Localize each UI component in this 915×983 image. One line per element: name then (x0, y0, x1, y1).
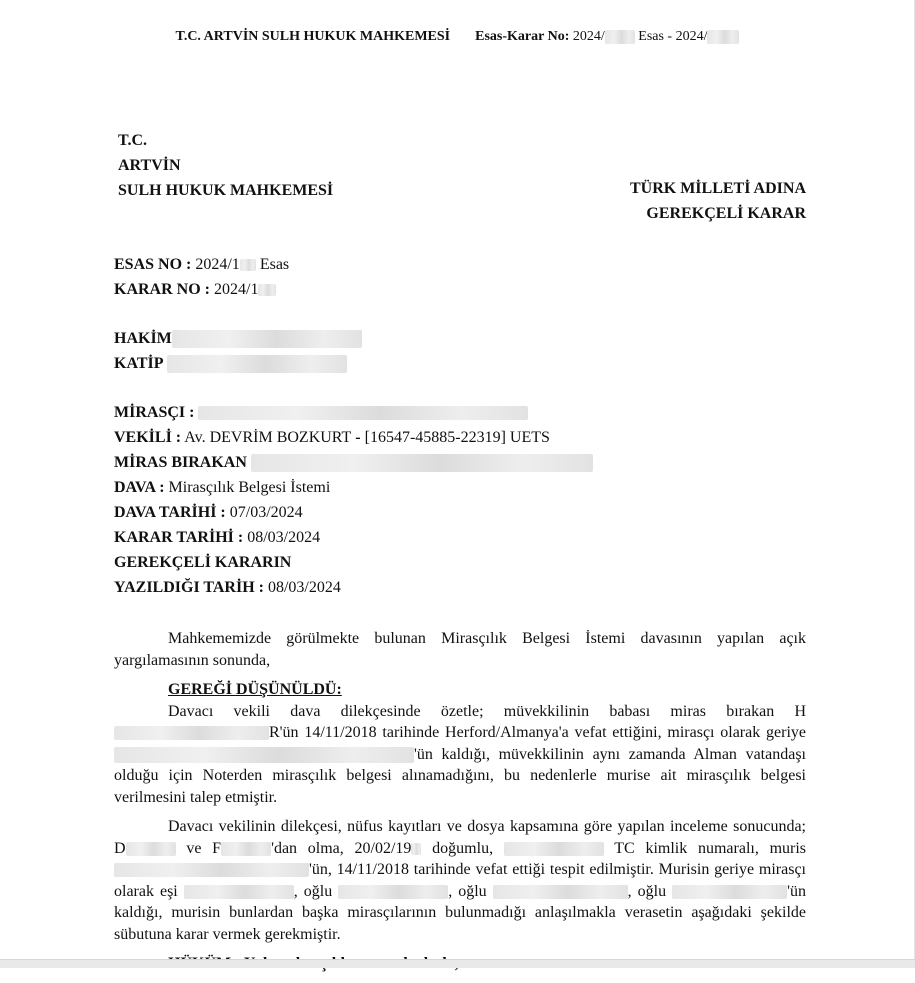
case-numbers (114, 252, 289, 302)
header-esas-mid: Esas - 2024/ (638, 29, 708, 44)
yazildigi-value: 08/03/2024 (267, 579, 341, 596)
karar-tarihi-value: 08/03/2024 (247, 529, 321, 546)
redacted (240, 259, 256, 271)
esas-label: ESAS NO : (114, 256, 192, 273)
decision-body (114, 628, 806, 983)
redacted (172, 330, 362, 348)
court-line-name: SULH HUKUK MAHKEMESİ (118, 182, 334, 199)
header-esas-label: Esas-Karar No: (475, 29, 570, 44)
redacted (184, 885, 294, 899)
redacted (493, 885, 628, 899)
text: , oğlu (448, 882, 487, 900)
vekili-value: Av. DEVRİM BOZKURT (184, 429, 352, 446)
court-line-tc: T.C. (118, 132, 148, 149)
court-block (118, 128, 333, 203)
mirasci-label: MİRASÇI : (114, 404, 195, 421)
text: Davacı vekili dava dilekçesinde özetle; müvekkilinin babası miras bırakan H (168, 702, 806, 720)
case-details (114, 400, 593, 600)
miras-birakan-label: MİRAS BIRAKAN (114, 454, 247, 471)
redacted (198, 406, 528, 420)
vekili-label: VEKİLİ : (114, 429, 182, 446)
horizontal-scrollbar[interactable] (0, 959, 915, 968)
court-line-city: ARTVİN (118, 157, 181, 174)
redacted (167, 355, 347, 373)
vekili-dash: - (351, 429, 365, 446)
document-header (0, 29, 915, 45)
text: , oğlu (627, 882, 667, 900)
redacted (504, 842, 604, 856)
dava-label: DAVA : (114, 479, 165, 496)
redacted (605, 30, 635, 44)
redacted (672, 885, 787, 899)
header-court: T.C. ARTVİN SULH HUKUK MAHKEMESİ (175, 29, 451, 44)
dava-tarihi-label: DAVA TARİHİ : (114, 504, 226, 521)
vekili-uets: [16547-45885-22319] UETS (364, 429, 550, 446)
redacted (114, 863, 309, 877)
redacted (338, 885, 448, 899)
redacted (251, 454, 593, 472)
intro-paragraph: Mahkememizde görülmekte bulunan Mirasçılık Belgesi İstemi davasının yapılan açık yargılamasının sonunda, (114, 630, 806, 669)
text: , oğlu (293, 882, 333, 900)
judge-block (114, 326, 362, 376)
katip-label: KATİP (114, 355, 164, 372)
text: 'dan olma, 20/02/19 (271, 839, 412, 857)
redacted (114, 747, 414, 763)
text: R'ün 14/11/2018 tarihinde Herford/Almanya'a vefat ettiğini, mirasçı olarak geriye (269, 724, 806, 741)
text: doğumlu, (432, 839, 494, 857)
yazildigi-label: YAZILDIĞI TARİH : (114, 579, 264, 596)
redacted (221, 842, 271, 856)
redacted (258, 284, 276, 296)
text: TC kimlik numaralı, muris (614, 839, 807, 857)
text: 'ün, 14/11/2018 tarihinde vefat ettiği tespit edilmiştir. Murisin geriye mirasçı olarak eşi (114, 861, 806, 900)
decision-title: GEREKÇELİ KARAR (646, 205, 806, 222)
text: Davacı vekilinin dilekçesi, nüfus kayıtları ve dosya kapsamına göre yapılan inceleme sonucunda; D (114, 818, 806, 857)
section-heading: GEREĞİ DÜŞÜNÜLDÜ: (168, 681, 342, 698)
dava-value: Mirasçılık Belgesi İstemi (168, 479, 331, 496)
hakim-label: HAKİM (114, 330, 172, 347)
dava-tarihi-value: 07/03/2024 (229, 504, 303, 521)
redacted (411, 843, 421, 855)
karar-tarihi-label: KARAR TARİHİ : (114, 529, 244, 546)
findings-paragraph (114, 816, 806, 945)
karar-value: 2024/1 (214, 281, 259, 298)
redacted (114, 726, 269, 740)
esas-value: 2024/1 (195, 256, 240, 273)
claim-paragraph (114, 701, 806, 809)
text: 'ün kaldığı, müvekkilinin aynı zamanda Alman vatandaşı olduğu için Noterden mirasçılık belgesi alınamadığını, bu nedenlerle murise ait mirasçılık belgesi verilmesini talep etmiştir. (114, 745, 806, 806)
gerekceli-label: GEREKÇELİ KARARIN (114, 554, 292, 571)
redacted (707, 30, 739, 44)
redacted (126, 842, 176, 856)
decision-title-block (630, 176, 806, 226)
esas-suffix: Esas (259, 256, 290, 273)
text: ve F (186, 839, 222, 857)
header-esas-value: 2024/ (572, 29, 605, 44)
text: 'ün kaldığı, murisin bunlardan başka mirasçılarının bulunmadığı anlaşılmakla verasetin aşağıdaki şekilde sübutuna karar vermek gerekmiştir. (114, 882, 806, 943)
karar-label: KARAR NO : (114, 281, 210, 298)
nation-title: TÜRK MİLLETİ ADINA (629, 180, 806, 197)
